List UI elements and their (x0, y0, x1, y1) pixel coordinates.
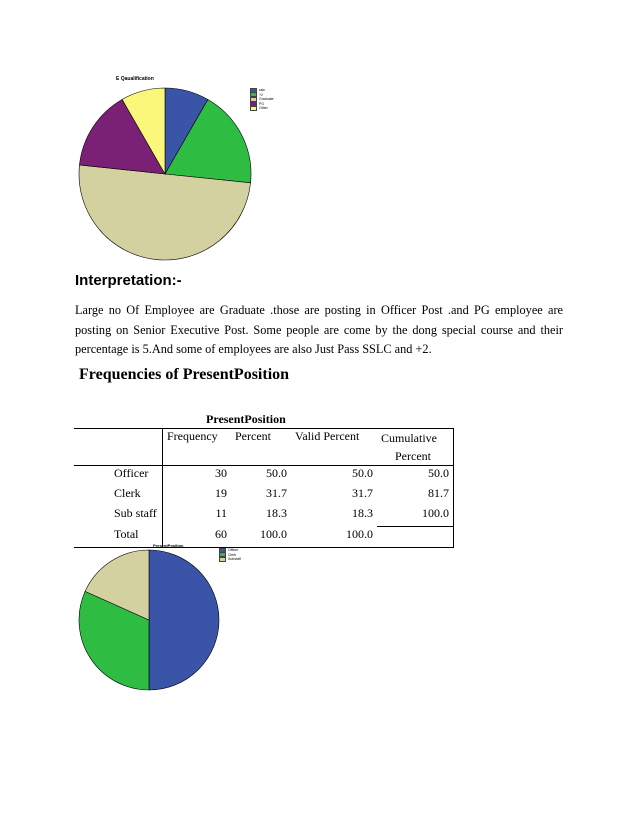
legend-label: sslc (259, 88, 266, 92)
legend-item (250, 106, 274, 111)
qualification-legend (250, 88, 274, 111)
cell-frequency: 60 (163, 527, 232, 548)
table-title: PresentPosition (206, 412, 286, 426)
header-percent: Percent (231, 429, 291, 466)
cell-percent: 50.0 (231, 466, 291, 487)
pie-slice-officer (149, 550, 219, 690)
cell-valid-percent: 18.3 (352, 506, 373, 520)
cell-percent: 31.7 (266, 486, 287, 500)
section-heading: Frequencies of PresentPosition (79, 366, 290, 383)
interpretation-heading: Interpretation:- (75, 272, 182, 289)
table-header-row (74, 429, 454, 466)
row-label: Officer (74, 466, 163, 487)
cell-cumulative: 100.0 (377, 506, 454, 527)
cell-valid-percent: 100.0 (291, 527, 377, 548)
cell-valid-percent: 31.7 (352, 486, 373, 500)
cell-frequency: 30 (163, 466, 232, 487)
row-label: Clerk (114, 486, 141, 500)
legend-label: PG (259, 101, 265, 106)
present-position-pie-chart (75, 548, 225, 694)
header-valid-percent: Valid Percent (291, 429, 377, 466)
legend-label: Graduate (259, 97, 274, 101)
interpretation-text: Large no Of Employee are Graduate .those are posting in Officer Post .and PG employee are posting on Senior Executive Post. Some people are come by the dong special course and their percentage is 5.And some of employees are also Just Pass SSLC and +2. (75, 303, 563, 356)
cell-frequency: 19 (163, 486, 232, 506)
cell-cumulative: 50.0 (377, 466, 454, 487)
chart2-title: PresentPosition (153, 543, 184, 548)
header-cumulative-line1: Cumulative (381, 431, 437, 445)
legend-swatch (250, 106, 257, 111)
header-frequency: Frequency (163, 429, 232, 466)
cell-valid-percent: 50.0 (291, 466, 377, 487)
cell-frequency: 11 (163, 506, 232, 527)
cell-cumulative: 81.7 (377, 486, 454, 506)
table-corner (74, 429, 163, 466)
cell-cumulative (377, 527, 454, 548)
header-cumulative-line2: Percent (395, 449, 431, 463)
table-row (74, 466, 454, 487)
legend-swatch (219, 557, 226, 562)
table-row (74, 486, 454, 506)
legend-label: Clerk (228, 552, 237, 557)
legend-label: Substaff (228, 557, 241, 561)
table-row (74, 506, 454, 527)
legend-item (219, 557, 241, 562)
legend-label: +2 (259, 92, 263, 97)
qualification-pie-chart (70, 82, 260, 262)
present-position-legend (219, 548, 241, 562)
table-row (74, 527, 454, 548)
frequency-table (74, 428, 454, 548)
legend-label: Other (259, 106, 268, 110)
cell-percent: 100.0 (231, 527, 291, 548)
cell-percent: 18.3 (266, 506, 287, 520)
legend-label: Officer (228, 548, 239, 552)
row-label: Sub staff (114, 506, 157, 520)
chart1-title: E Qaualification (116, 76, 154, 82)
row-label: Total (74, 527, 163, 548)
header-cumulative (377, 429, 454, 466)
